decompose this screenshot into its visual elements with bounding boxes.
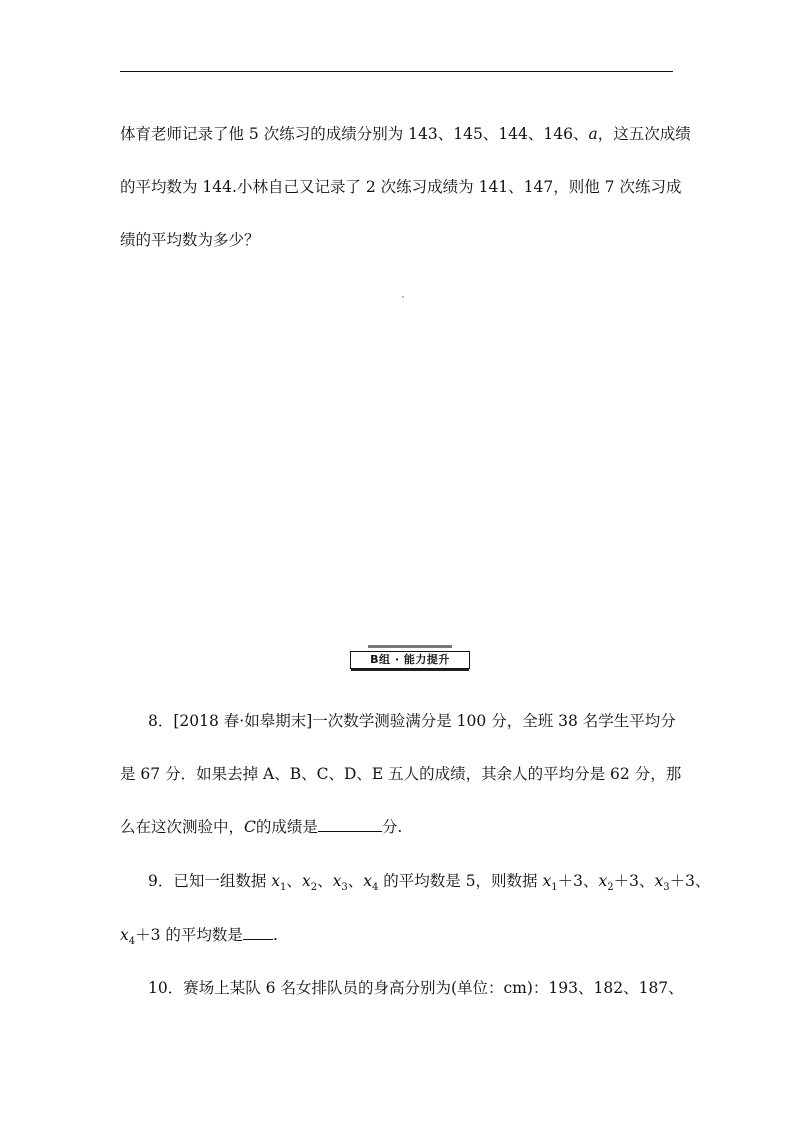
header-rule: [120, 71, 673, 72]
section-header: [350, 645, 470, 671]
problem9-line1: 9．已知一组数据 $x_1$、$x_2$、$x_3$、$x_4$ 的平均数是 5，则数据 $x_1+3$、$x_2+3$、$x_3+3$、: [148, 872, 711, 894]
problem7-line2: 的平均数为 144.小林自己又记录了 2 次练习成绩为 141、147，则他 7 次练习成: [120, 178, 682, 196]
section-label: B组 · 能力提升: [350, 651, 470, 669]
stray-dot: [402, 296, 404, 298]
problem9-line2: $x_4+3$ 的平均数是 .: [120, 926, 278, 948]
variable-a: a: [588, 125, 598, 143]
problem7-line3: 绩的平均数为多少？: [120, 231, 260, 249]
problem10-line1: 10．赛场上某队 6 名女排队员的身高分别为(单位：cm)：193、182、187、: [148, 979, 684, 997]
variable-c: C: [244, 818, 256, 836]
problem7-line1: 体育老师记录了他 5 次练习的成绩分别为 143、145、144、146、a，这五次成绩: [120, 125, 691, 143]
problem8-line1: 8．[2018 春·如皋期末]一次数学测验满分是 100 分，全班 38 名学生平均分: [148, 712, 676, 730]
problem8-line3: 么在这次测验中，C的成绩是 分.: [120, 818, 403, 836]
answer-blank-9[interactable]: [243, 925, 273, 940]
answer-blank-8[interactable]: [318, 817, 382, 832]
problem8-line2: 是 67 分．如果去掉 A、B、C、D、E 五人的成绩，其余人的平均分是 62 分，那: [120, 765, 682, 783]
